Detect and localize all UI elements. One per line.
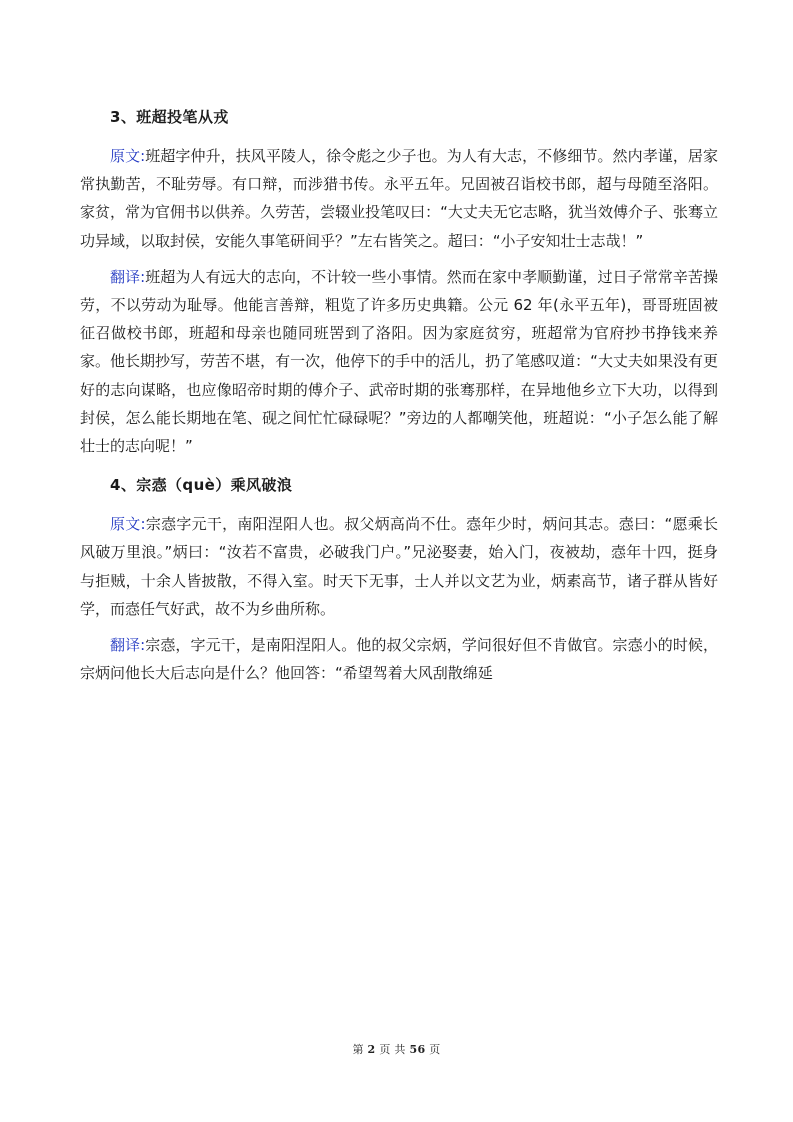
section-heading-zong-que: 4、宗悫（què）乘风破浪 bbox=[110, 476, 293, 495]
total-page-count: 56 bbox=[409, 1043, 426, 1056]
footer-label-pre: 第 bbox=[352, 1043, 364, 1056]
translation-label: 翻译 bbox=[110, 267, 141, 286]
page-content bbox=[80, 100, 718, 695]
original-text: 班超字仲升，扶风平陵人，徐令彪之少子也。为人有大志，不修细节。然内孝谨，居家常执勤苦，不耻劳辱。有口辩，而涉猎书传。永平五年。兄固被召诣校书郎，超与母随至洛阳。家贫，常为官佣书以供养。久劳苦，尝辍业投笔叹曰：“大丈夫无它志略，犹当效傅介子、张骞立功异域，以取封侯，安能久事笔研间乎？”左右皆笑之。超曰：“小子安知壮士志哉！” bbox=[80, 147, 718, 250]
original-label-colon: : bbox=[140, 515, 146, 534]
translation-text: 宗悫，字元干，是南阳涅阳人。他的叔父宗炳，学问很好但不肯做官。宗悫小的时候，宗炳问他长大后志向是什么？他回答：“希望驾着大风刮散绵延 bbox=[80, 636, 718, 683]
current-page-number: 2 bbox=[367, 1043, 376, 1056]
translation-paragraph bbox=[80, 263, 718, 460]
original-text-paragraph bbox=[80, 142, 718, 255]
translation-label-colon: : bbox=[140, 636, 146, 655]
original-label: 原文 bbox=[110, 147, 141, 165]
original-label-colon: : bbox=[140, 147, 146, 165]
original-label: 原文 bbox=[110, 515, 141, 534]
footer-label-mid: 页 共 bbox=[379, 1043, 406, 1056]
original-text: 宗悫字元干，南阳涅阳人也。叔父炳高尚不仕。悫年少时，炳问其志。悫曰：“愿乘长风破万里浪。”炳曰：“汝若不富贵，必破我门户。”兄泌娶妻，始入门，夜被劫，悫年十四，挺身与拒贼，十余人皆披散，不得入室。时天下无事，士人并以文艺为业，炳素高节，诸子群从皆好学，而悫任气好武，故不为乡曲所称。 bbox=[80, 515, 718, 618]
translation-label-colon: : bbox=[140, 267, 146, 286]
original-text-paragraph bbox=[80, 510, 718, 623]
translation-paragraph bbox=[80, 631, 718, 687]
translation-label: 翻译 bbox=[110, 636, 141, 655]
footer-label-post: 页 bbox=[429, 1043, 441, 1056]
section-heading-ban-chao: 3、班超投笔从戎 bbox=[110, 108, 229, 126]
page-number-footer bbox=[0, 1041, 793, 1057]
translation-text: 班超为人有远大的志向，不计较一些小事情。然而在家中孝顺勤谨，过日子常常辛苦操劳，不以劳动为耻辱。他能言善辩，粗览了许多历史典籍。公元 62 年(永平五年)，哥哥班固被征召做校书郎，班超和母亲也随同班罟到了洛阳。因为家庭贫穷，班超常为官府抄书挣钱来养家。他长期抄写，劳苦不堪，有一次，他停下的手中的活儿，扔了笔感叹道：“大丈夫如果没有更好的志向谋略，也应像昭帝时期的傅介子、武帝时期的张骞那样，在异地他乡立下大功，以得到封侯，怎么能长期地在笔、砚之间忙忙碌碌呢？”旁边的人都嘲笑他，班超说：“小子怎么能了解壮士的志向呢！” bbox=[80, 267, 718, 456]
